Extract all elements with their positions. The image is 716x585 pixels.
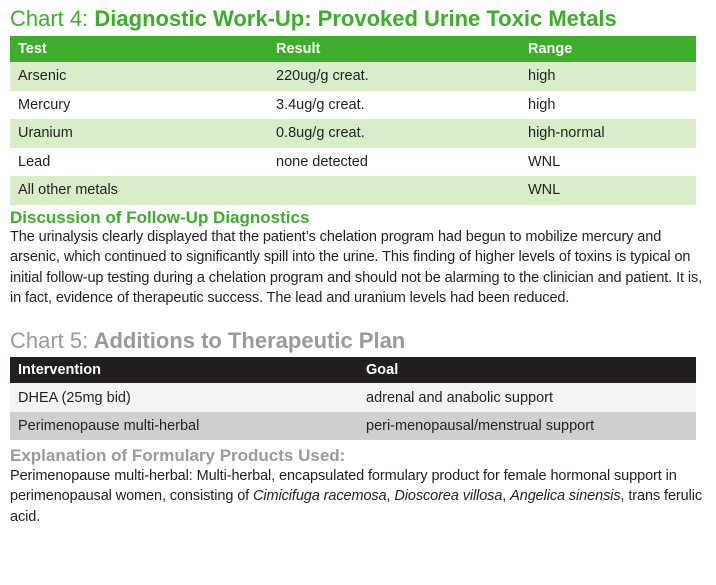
chart5-label: Chart 5: [10,328,89,354]
cell-result [268,176,520,205]
herb-name: Cimicifuga racemosa [253,488,387,505]
cell-test: All other metals [10,176,268,205]
cell-range: high-normal [520,119,696,148]
discussion-body: The urinalysis clearly displayed that the patient’s chelation program had begun to mobilize mercury and arsenic, which continued to significantly spill into the urine. This finding of higher levels of toxins is typical on initial follow-up testing during a chelation program and should not be alarming to the clinician and patient. It is, in fact, evidence of therapeutic success. The lead and uranium levels had been reduced. [10,229,703,307]
explanation-body [10,466,706,527]
cell-intervention: Perimenopause multi-herbal [10,412,358,441]
header-result: Result [268,36,520,62]
herb-name: Dioscorea villosa [394,488,503,505]
cell-test: Uranium [10,119,268,148]
cell-test: Lead [10,148,268,177]
cell-result: none detected [268,148,520,177]
table-header-row [10,357,696,383]
header-range: Range [520,36,696,62]
cell-goal: adrenal and anabolic support [358,383,696,412]
chart4-name: Diagnostic Work-Up: Provoked Urine Toxic Metals [94,6,617,31]
explanation-outro: , trans ferulic acid. [10,488,702,525]
cell-range: high [520,91,696,120]
cell-test: Arsenic [10,62,268,91]
header-test: Test [10,36,268,62]
toxic-metals-table [10,36,696,205]
chart4-label: Chart 4: [10,6,89,31]
discussion-heading: Discussion of Follow-Up Diagnostics [10,207,310,227]
cell-intervention: DHEA (25mg bid) [10,383,358,412]
cell-test: Mercury [10,91,268,120]
cell-result: 220ug/g creat. [268,62,520,91]
table-row [10,176,696,205]
table-row [10,412,696,441]
cell-range: WNL [520,148,696,177]
cell-result: 0.8ug/g creat. [268,119,520,148]
explanation-heading: Explanation of Formulary Products Used: [10,446,346,466]
table-header-row [10,36,696,62]
table-row [10,62,696,91]
cell-range: high [520,62,696,91]
table-row [10,119,696,148]
cell-result: 3.4ug/g creat. [268,91,520,120]
cell-goal: peri-menopausal/menstrual support [358,412,696,441]
cell-range: WNL [520,176,696,205]
herb-name: Angelica sinensis [510,488,621,505]
header-intervention: Intervention [10,357,358,383]
separator: , [386,488,395,505]
separator: , [502,488,511,505]
table-row [10,383,696,412]
chart5-name: Additions to Therapeutic Plan [93,328,406,354]
header-goal: Goal [358,357,696,383]
table-row [10,91,696,120]
chart4-title [10,0,706,30]
explanation-intro: Perimenopause multi-herbal: Multi-herbal, encapsulated formulary product for female hormonal support in perimenopausal women, consisting of [10,468,677,505]
table-row [10,148,696,177]
therapeutic-plan-table [10,357,696,440]
chart5-title [10,330,706,352]
